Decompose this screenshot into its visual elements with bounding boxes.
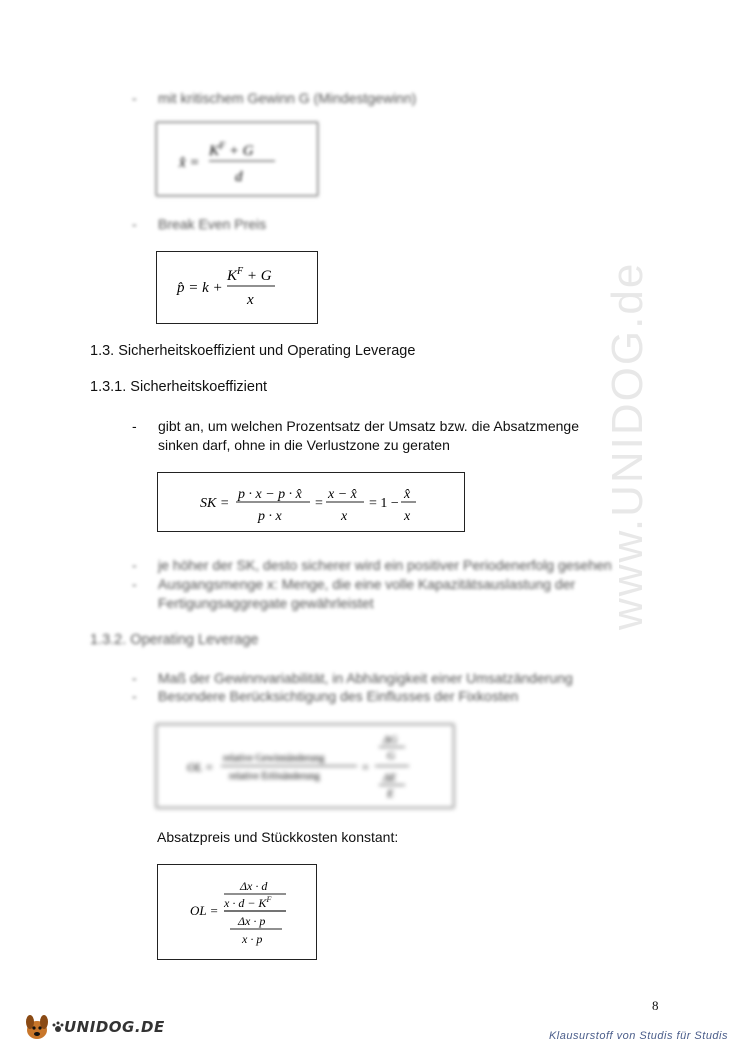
svg-text:x̂: x̂ [404, 487, 411, 502]
svg-text:x: x [247, 292, 254, 308]
svg-text:KF + G: $K^F + G$ [227, 266, 272, 284]
break-even-price-formula-box [156, 251, 318, 324]
dog-mascot-icon [24, 1012, 50, 1042]
operating-leverage-formula-box [157, 864, 317, 960]
svg-text:E: E [387, 788, 394, 800]
svg-text:Δx · d: Δx · d [240, 879, 268, 893]
critical-profit-formula-box [156, 122, 318, 196]
svg-text:=: = [315, 496, 323, 511]
svg-text:x̂ =: x̂ = [179, 155, 200, 171]
svg-text:x · d − KF: $x \cdot d - K^F$ [224, 895, 272, 910]
break-even-price-formula [157, 252, 317, 323]
safety-coefficient-formula-box [157, 472, 465, 532]
svg-text:Δx · p: Δx · p [238, 914, 266, 928]
svg-text:OL =: OL = [187, 760, 214, 774]
svg-text:SK =: SK = [200, 496, 230, 511]
svg-text:G: G [387, 750, 395, 762]
svg-text:ΔE: ΔE [383, 772, 397, 784]
bullet-line-2: sinken darf, ohne in die Verlustzone zu geraten [158, 437, 450, 453]
paw-icon [52, 1021, 64, 1033]
svg-text:relative Erlösänderung: relative Erlösänderung [229, 771, 320, 782]
svg-text:ΔG: ΔG [383, 734, 398, 746]
svg-text:x: x [341, 509, 348, 524]
svg-text:x · p: x · p [242, 932, 263, 946]
heading-1-3-1: 1.3.1. Sicherheitskoeffizient [90, 379, 268, 395]
svg-text:x − x̂: x − x̂ [328, 487, 357, 502]
footer-slogan: Klausurstoff von Studis für Studis [548, 1030, 728, 1042]
watermark-text: www.UNIDOG.de [603, 261, 652, 630]
bullet-line-1: gibt an, um welchen Prozentsatz der Umsatz bzw. die Absatzmenge [158, 418, 579, 434]
unidog-logo [24, 1012, 165, 1042]
safety-coefficient-formula [158, 473, 464, 531]
operating-leverage-formula [158, 865, 316, 959]
svg-text:= 1 −: = 1 − [369, 496, 399, 511]
constant-assumption-text: Absatzpreis und Stückkosten konstant: [157, 829, 399, 845]
critical-profit-formula [157, 123, 317, 195]
operating-leverage-definition-box [156, 724, 454, 808]
svg-text:x: x [404, 509, 411, 524]
svg-text:KF + G: $K^F + G$ [209, 141, 254, 159]
svg-text:p · x − p · x̂: p · x − p · x̂ [238, 487, 302, 502]
logo-text: UNIDOG.DE [64, 1018, 165, 1036]
svg-text:relative Gewinnänderung: relative Gewinnänderung [223, 753, 325, 764]
heading-1-3: 1.3. Sicherheitskoeffizient und Operating Leverage [90, 343, 416, 359]
svg-text:OL =: OL = [190, 903, 219, 918]
svg-text:p̂ = k +: p̂ = k + [177, 280, 223, 296]
page-number: 8 [652, 998, 659, 1013]
heading-1-3-2: 1.3.2. Operating Leverage [90, 632, 259, 648]
operating-leverage-definition-formula [157, 725, 453, 807]
svg-text:p · x: p · x [258, 509, 282, 524]
svg-text:=: = [362, 760, 369, 774]
svg-text:d: d [235, 169, 243, 185]
